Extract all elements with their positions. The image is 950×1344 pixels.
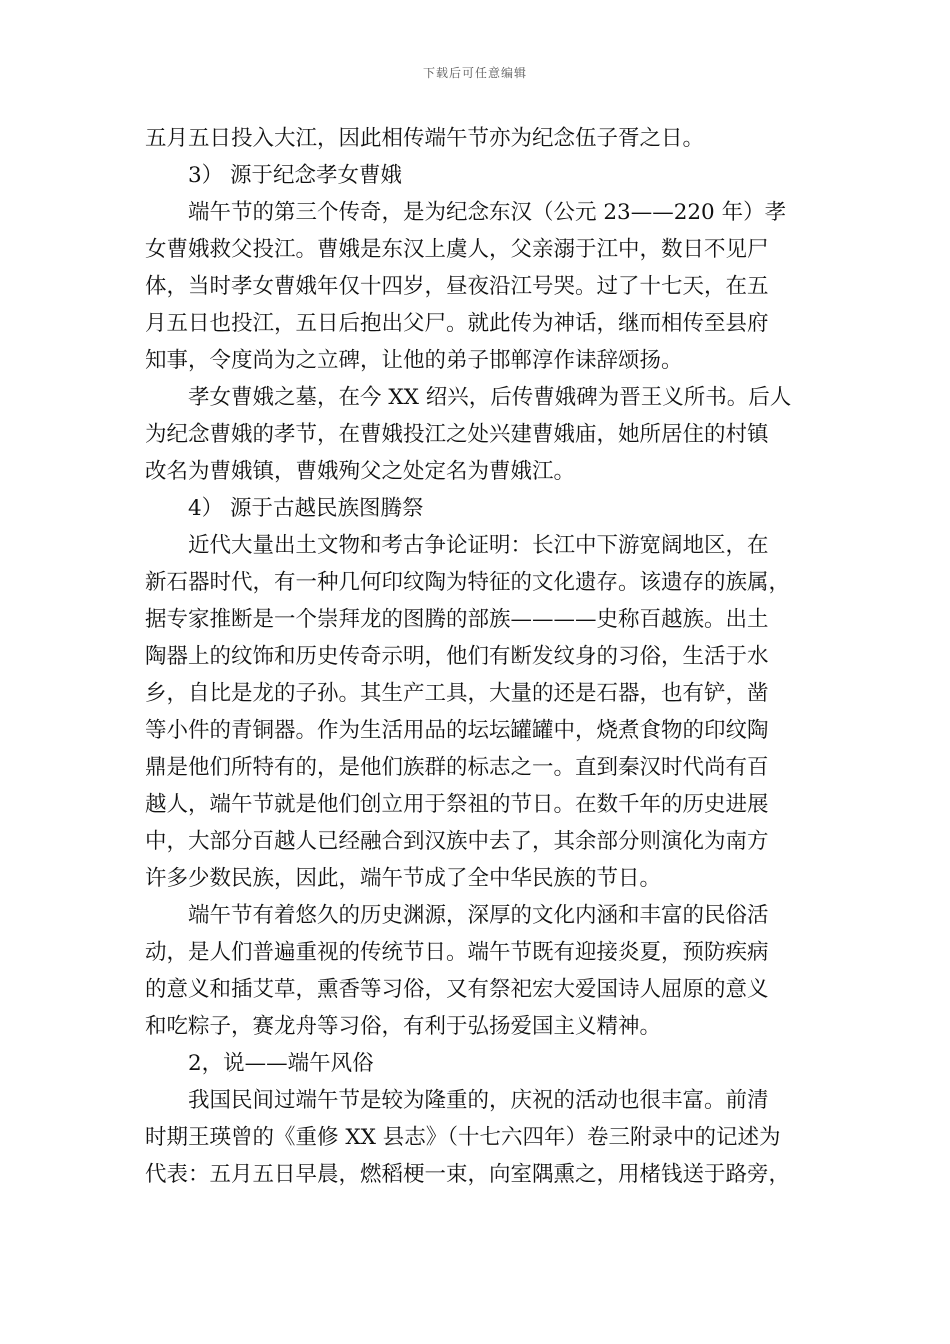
page-header: 下载后可任意编辑: [422, 66, 527, 80]
text-line: 等小件的青铜器。作为生活用品的坛坛罐罐中，烧煮食物的印纹陶: [145, 718, 769, 743]
paragraph: [145, 194, 810, 379]
text-line: 时期王瑛曾的《重修 XX 县志》（十七六四年）卷三附录中的记述为: [145, 1125, 781, 1150]
text-line: 我国民间过端午节是较为隆重的，庆祝的活动也很丰富。前清: [188, 1088, 769, 1113]
section-heading-4: 4） 源于古越民族图腾祭: [188, 496, 424, 521]
text-line: 为纪念曹娥的孝节，在曹娥投江之处兴建曹娥庙，她所居住的村镇: [145, 422, 769, 447]
text-line: 鼎是他们所特有的，是他们族群的标志之一。直到秦汉时代尚有百: [145, 755, 769, 780]
text-line: 中，大部分百越人已经融合到汉族中去了，其余部分则演化为南方: [145, 829, 769, 854]
text-line: 越人，端午节就是他们创立用于祭祖的节日。在数千年的历史进展: [145, 792, 769, 817]
paragraph: [145, 1082, 810, 1193]
text-line: 体，当时孝女曹娥年仅十四岁，昼夜沿江号哭。过了十七天，在五: [145, 274, 769, 299]
text-line: 和吃粽子，赛龙舟等习俗，有利于弘扬爱国主义精神。: [145, 1014, 662, 1039]
section-heading-3: 3） 源于纪念孝女曹娥: [188, 163, 403, 188]
paragraph: [145, 379, 810, 490]
text-line: 据专家推断是一个崇拜龙的图腾的部族————史称百越族。出土: [145, 607, 769, 632]
text-line: 陶器上的纹饰和历史传奇示明，他们有断发纹身的习俗，生活于水: [145, 644, 769, 669]
text-line: 新石器时代，有一种几何印纹陶为特征的文化遗存。该遗存的族属，: [145, 570, 791, 595]
text-line: 的意义和插艾草，熏香等习俗，又有祭祀宏大爱国诗人屈原的意义: [145, 977, 769, 1002]
text-line: 端午节有着悠久的历史渊源，深厚的文化内涵和丰富的民俗活: [188, 903, 769, 928]
text-line: 月五日也投江，五日后抱出父尸。就此传为神话，继而相传至县府: [145, 311, 769, 336]
text-line: 代表：五月五日早晨，燃稻梗一束，向室隅熏之，用楮钱送于路旁，: [145, 1162, 791, 1187]
text-line: 乡，自比是龙的子孙。其生产工具，大量的还是石器，也有铲，凿: [145, 681, 769, 706]
text-line: 五月五日投入大江，因此相传端午节亦为纪念伍子胥之日。: [145, 126, 705, 151]
document-body: [145, 120, 810, 1193]
paragraph: [145, 897, 810, 1045]
text-line: 动，是人们普遍重视的传统节日。端午节既有迎接炎夏，预防疾病: [145, 940, 769, 965]
text-line: 知事，令度尚为之立碑，让他的弟子邯郸淳作诔辞颂扬。: [145, 348, 683, 373]
paragraph: [145, 120, 810, 157]
text-line: 近代大量出土文物和考古争论证明：长江中下游宽阔地区，在: [188, 533, 769, 558]
paragraph: [145, 527, 810, 897]
text-line: 女曹娥救父投江。曹娥是东汉上虞人，父亲溺于江中，数日不见尸: [145, 237, 769, 262]
text-line: 端午节的第三个传奇，是为纪念东汉（公元 23——220 年）孝: [188, 200, 787, 225]
text-line: 孝女曹娥之墓，在今 XX 绍兴，后传曹娥碑为晋王义所书。后人: [188, 385, 792, 410]
text-line: 改名为曹娥镇，曹娥殉父之处定名为曹娥江。: [145, 459, 576, 484]
section-heading-2: 2，说——端午风俗: [188, 1051, 374, 1076]
text-line: 许多少数民族，因此，端午节成了全中华民族的节日。: [145, 866, 662, 891]
